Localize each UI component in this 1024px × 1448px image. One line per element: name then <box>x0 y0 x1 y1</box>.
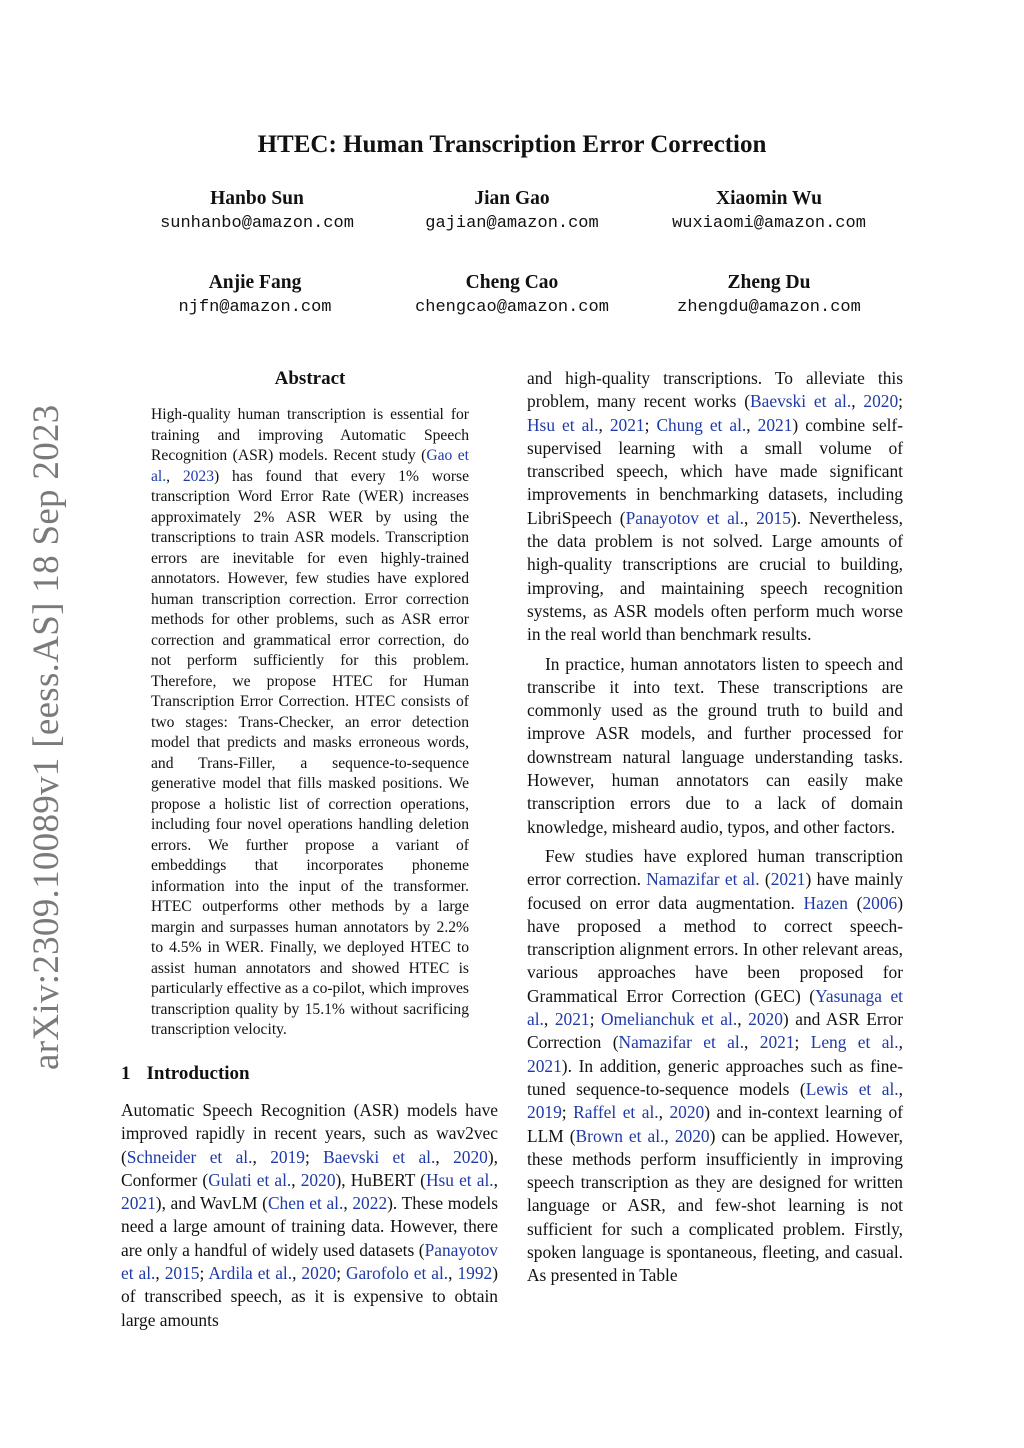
author-name: Hanbo Sun <box>210 188 304 209</box>
intro-left-column <box>121 1099 498 1332</box>
citation-link[interactable]: Garofolo et al. <box>346 1263 449 1284</box>
citation-link[interactable]: Gao et al. <box>151 447 469 485</box>
text-run: Automatic Speech Recognition (ASR) models have improved rapidly in recent years, such as wav2vec ( <box>121 1100 498 1167</box>
text-run: , <box>898 1032 903 1053</box>
text-run: ) combine self-supervised learning with a small volume of transcribed speech, which have made significant improvements in benchmarking datasets, including LibriSpeech ( <box>527 414 903 528</box>
citation-link[interactable]: 2019 <box>270 1146 305 1167</box>
citation-link[interactable]: 2020 <box>669 1102 705 1123</box>
text-run: ), HuBERT ( <box>335 1169 426 1190</box>
citation-link[interactable]: 2020 <box>300 1169 336 1190</box>
citation-link[interactable]: Ardila et al. <box>208 1263 293 1284</box>
author-block <box>382 271 642 319</box>
text-run: ) and ASR Error Correction ( <box>527 1009 904 1053</box>
text-run: ). In addition, generic approaches such as fine-tuned sequence-to-sequence models ( <box>527 1055 903 1099</box>
citation-link[interactable]: 2021 <box>609 414 645 435</box>
text-run: ), and WavLM ( <box>155 1193 268 1214</box>
author-name: Xiaomin Wu <box>715 188 823 209</box>
text-run: ) and in-context learning of LLM ( <box>527 1102 903 1146</box>
citation-link[interactable]: 1992 <box>457 1263 493 1284</box>
text-run: , <box>343 1193 353 1214</box>
text-run: ; <box>898 391 903 412</box>
citation-link[interactable]: 2021 <box>770 869 806 890</box>
text-run: , <box>744 507 757 528</box>
author-block <box>639 271 899 319</box>
author-block <box>382 187 642 235</box>
text-run: , <box>746 414 758 435</box>
text-run: , <box>664 1125 675 1146</box>
text-run: ; <box>644 414 657 435</box>
citation-link[interactable]: 2015 <box>756 507 791 528</box>
text-run: , <box>851 391 864 412</box>
citation-link[interactable]: 2021 <box>527 1055 562 1076</box>
abstract-heading: Abstract <box>274 368 346 389</box>
text-run: , <box>435 1146 454 1167</box>
citation-link[interactable]: Baevski et al. <box>323 1146 436 1167</box>
section-heading <box>121 1063 250 1085</box>
citation-link[interactable]: 2021 <box>759 1032 795 1053</box>
author-block <box>639 187 899 235</box>
author-name: Zheng Du <box>727 272 811 293</box>
text-run: ) can be applied. However, these methods perform insufficiently in improving speech transcription as they are designed for written language or ASR, and few-shot learning is not sufficient for such a complicated problem. Firstly, spoken language is spontaneous, fleeting, and casual. As presented in Table <box>527 1125 904 1286</box>
text-run: High-quality human transcription is essential for training and improving Automatic Speech Recognition (ASR) models. Recent study ( <box>151 406 469 464</box>
text-run: , <box>166 467 183 485</box>
author-block <box>127 187 387 235</box>
author-email: sunhanbo@amazon.com <box>160 214 354 233</box>
citation-link[interactable]: Schneider et al. <box>126 1146 253 1167</box>
text-run: , <box>493 1169 498 1190</box>
citation-link[interactable]: 2006 <box>862 892 898 913</box>
author-name: Cheng Cao <box>465 272 559 293</box>
text-run: , <box>448 1263 458 1284</box>
citation-link[interactable]: 2021 <box>121 1193 156 1214</box>
text-run: ; <box>589 1009 601 1030</box>
text-run: , <box>737 1009 749 1030</box>
text-run: ( <box>759 869 771 890</box>
table-reference-link[interactable]: 2020 <box>674 1125 710 1146</box>
citation-link[interactable]: Yasunaga et al. <box>527 985 903 1030</box>
intro-right-column <box>527 367 903 1294</box>
text-run: ; <box>794 1032 811 1053</box>
author-email: chengcao@amazon.com <box>415 298 609 317</box>
citation-link[interactable]: 2021 <box>757 414 793 435</box>
citation-link[interactable]: Hsu et al. <box>527 414 599 435</box>
citation-link[interactable]: Baevski et al. <box>750 391 852 412</box>
paragraph: In practice, human annotators listen to speech and transcribe it into text. These transcriptions are commonly used as the ground truth to build and improve ASR models, and further processed for downstream natural language understanding tasks. However, human annotators can easily make transcription errors due to a lack of domain knowledge, misheard audio, typos, and other factors. <box>527 653 903 837</box>
author-email: wuxiaomi@amazon.com <box>672 214 866 233</box>
text-run: ) have proposed a method to correct speech-transcription alignment errors. In other relevant areas, various approaches have been proposed for Grammatical Error Correction (GEC) ( <box>527 892 904 1006</box>
text-run: , <box>543 1009 555 1030</box>
text-run: , <box>252 1146 271 1167</box>
author-email: njfn@amazon.com <box>178 298 332 317</box>
section-number: 1 <box>121 1063 131 1084</box>
citation-link[interactable]: 2020 <box>748 1009 783 1030</box>
citation-link[interactable]: 2020 <box>301 1263 337 1284</box>
text-run: , <box>155 1263 165 1284</box>
section-title: Introduction <box>146 1063 250 1084</box>
author-name: Anjie Fang <box>208 272 302 293</box>
author-email: zhengdu@amazon.com <box>677 298 861 317</box>
text-run: ) of transcribed speech, as it is expensive to obtain large amounts <box>121 1263 499 1330</box>
author-name: Jian Gao <box>474 188 550 209</box>
abstract-text <box>151 405 469 1041</box>
citation-link[interactable]: 2022 <box>352 1193 388 1214</box>
citation-link[interactable]: 2019 <box>527 1102 562 1123</box>
citation-link[interactable]: 2020 <box>863 391 899 412</box>
text-run: ). Nevertheless, the data problem is not solved. Large amounts of high-quality transcriptions are crucial to building, improving, and maintaining speech recognition systems, as ASR models often perform much worse in the real world than benchmark results. <box>527 507 904 645</box>
author-email: gajian@amazon.com <box>425 214 599 233</box>
text-run: ) have mainly focused on error data augmentation. <box>527 869 903 913</box>
citation-link[interactable]: 2015 <box>164 1263 200 1284</box>
citation-link[interactable]: Lewis et al. <box>805 1078 899 1099</box>
paragraph <box>527 367 903 647</box>
text-run: ; <box>304 1146 324 1167</box>
citation-link[interactable]: Brown et al. <box>575 1125 665 1146</box>
citation-link[interactable]: Hazen <box>803 892 848 913</box>
text-run: , <box>292 1263 302 1284</box>
text-run: , <box>658 1102 670 1123</box>
text-run: , <box>744 1032 760 1053</box>
citation-link[interactable]: Hsu et al. <box>425 1169 494 1190</box>
citation-link[interactable]: 2020 <box>453 1146 488 1167</box>
text-run: , <box>898 1078 903 1099</box>
citation-link[interactable]: Leng et al. <box>810 1032 899 1053</box>
arxiv-identifier: arXiv:2309.10089v1 [eess.AS] 18 Sep 2023 <box>26 404 67 1070</box>
citation-link[interactable]: Omelianchuk et al. <box>600 1009 738 1030</box>
text-run: Few studies have explored human transcription error correction. <box>527 845 903 890</box>
text-run: ), Conformer ( <box>121 1146 498 1190</box>
citation-link[interactable]: Chen et al. <box>267 1193 344 1214</box>
text-run: ; <box>561 1102 574 1123</box>
citation-link[interactable]: Gulati et al. <box>208 1169 292 1190</box>
citation-link[interactable]: Panayotov et al. <box>625 507 744 528</box>
text-run: ). These models need a large amount of training data. However, there are only a handful of widely used datasets ( <box>121 1193 498 1260</box>
text-run: and high-quality transcriptions. To alleviate this problem, many recent works ( <box>527 368 903 412</box>
text-run: ; <box>336 1263 346 1284</box>
citation-link[interactable]: Namazifar et al. <box>618 1032 745 1053</box>
text-run: , <box>291 1169 301 1190</box>
citation-link[interactable]: 2021 <box>554 1009 590 1030</box>
citation-link[interactable]: Raffel et al. <box>573 1102 659 1123</box>
paragraph <box>527 845 903 1288</box>
text-run: ) has found that every 1% worse transcription Word Error Rate (WER) increases approximately 2% ASR WER by using the transcriptions to train ASR models. Transcription errors are inevitable for even highly-trained annotators. However, few studies have explored human transcription correction. Error correction methods for other problems, such as ASR error correction and grammatical error correction, do not perform sufficiently for this problem. Therefore, we propose HTEC for Human Transcription Error Correction. HTEC consists of two stages: Trans-Checker, an error detection model that predicts and masks erroneous words, and Trans-Filler, a sequence-to-sequence generative model that fills masked positions. We propose a holistic list of correction operations, including four novel operations handling deletion errors. We further propose a variant of embeddings that incorporates phoneme information into the input of the transformer. HTEC outperforms other methods by a large margin and surpasses human annotators by 2.2% to 4.5% in WER. Finally, we deployed HTEC to assist human annotators and showed HTEC is particularly effective as a co-pilot, which improves transcription quality by 15.1% without sacrificing transcription velocity. <box>151 467 470 1038</box>
citation-link[interactable]: Chung et al. <box>656 414 747 435</box>
text-run: ( <box>847 892 863 913</box>
citation-link[interactable]: Namazifar et al. <box>646 869 760 890</box>
author-block <box>125 271 385 319</box>
paper-title: HTEC: Human Transcription Error Correction <box>257 131 767 158</box>
citation-link[interactable]: Panayotov et al. <box>121 1239 498 1284</box>
citation-link[interactable]: 2023 <box>182 467 215 485</box>
text-run: , <box>598 414 610 435</box>
text-run: ; <box>199 1263 209 1284</box>
